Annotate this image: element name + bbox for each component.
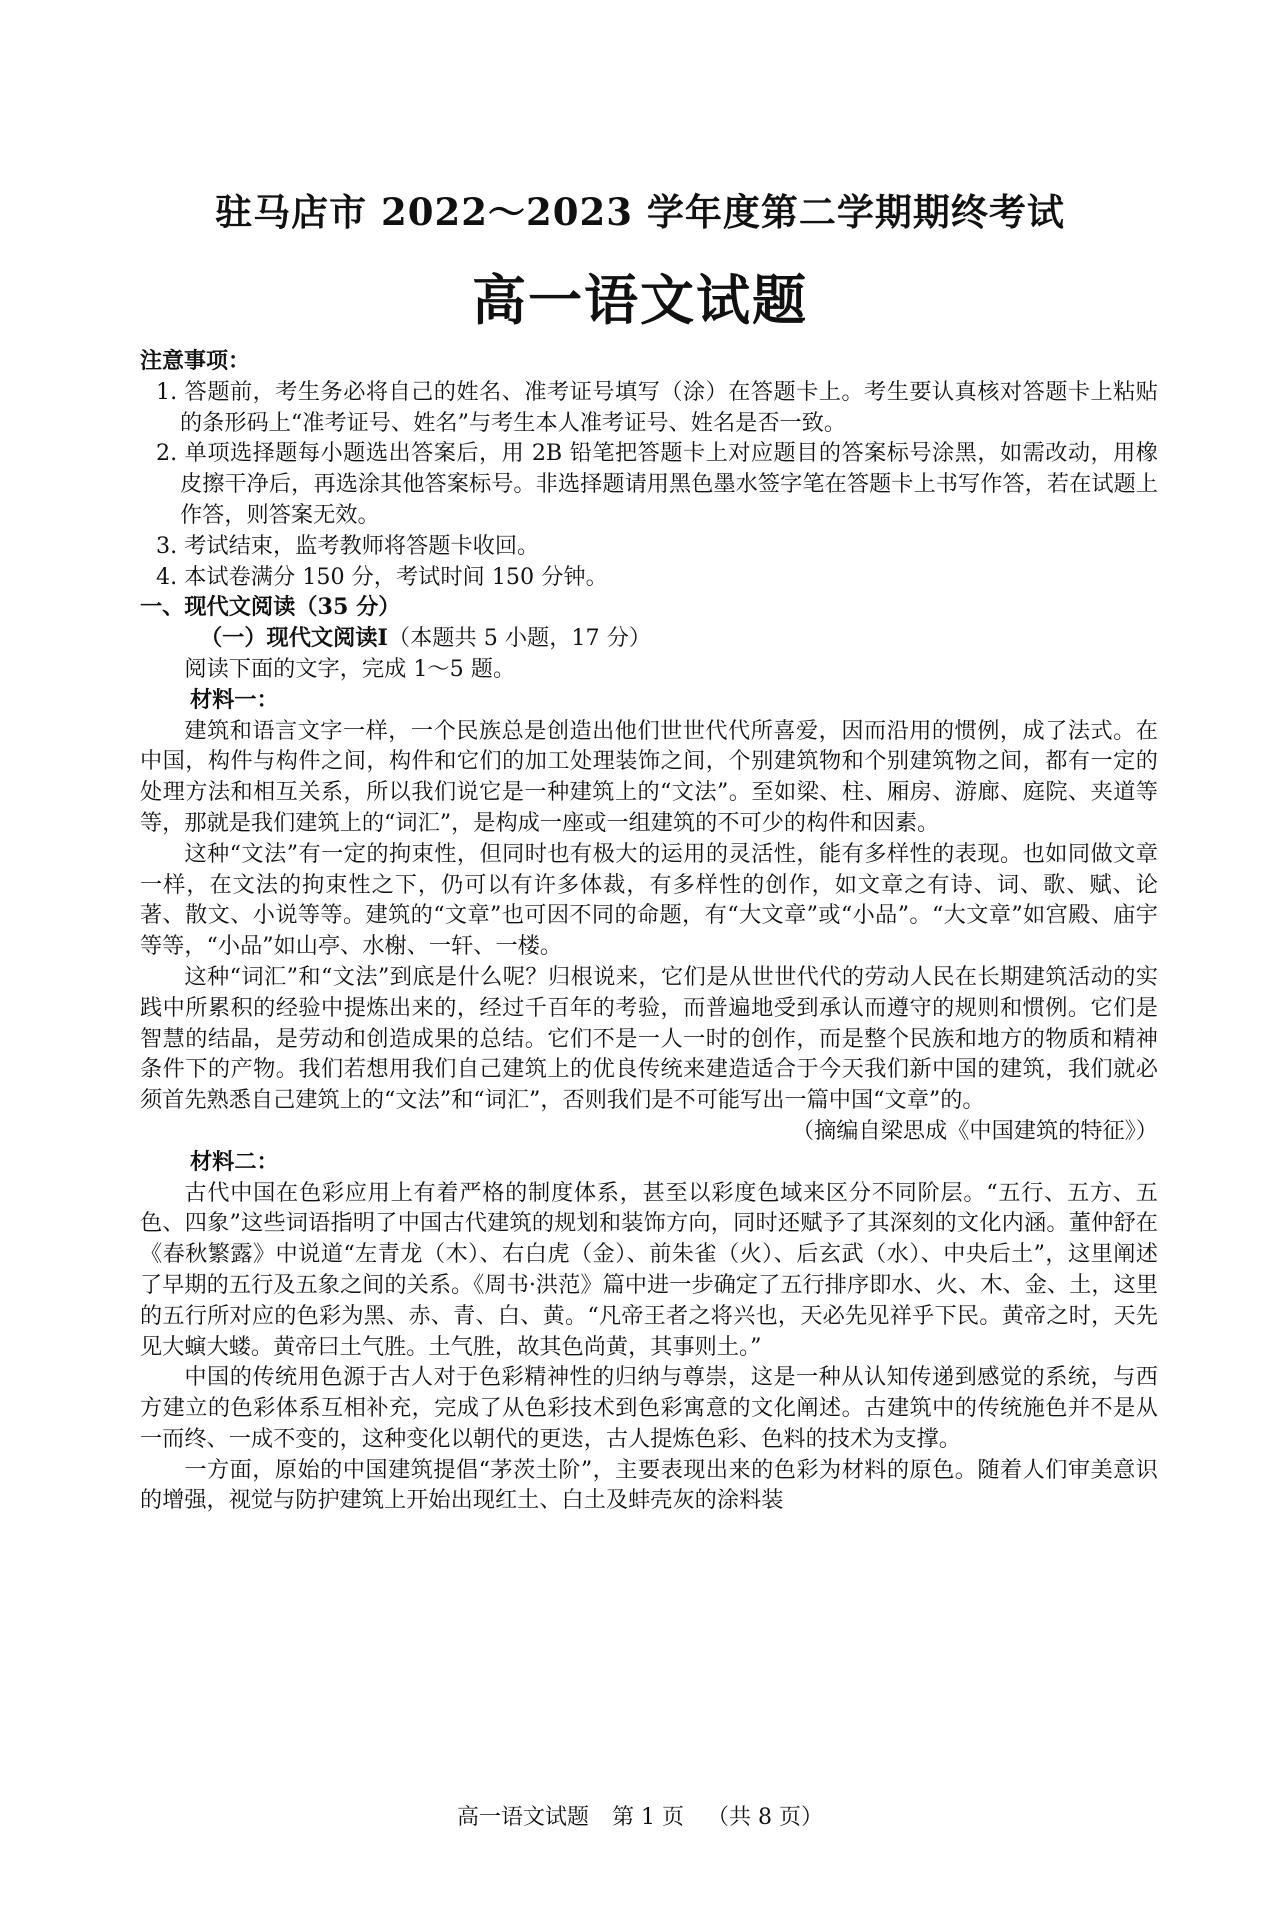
material-2-label: 材料二： <box>190 1148 279 1175</box>
note-item-2: 2. 单项选择题每小题选出答案后，用 2B 铅笔把答题卡上对应题目的答案标号涂黑，如需改动，用橡皮擦干净后，再选涂其他答案标号。非选择题请用黑色墨水签字笔在答题卡上书写作答，若在试题上作答，则答案无效。 <box>156 440 1158 528</box>
material-2-paragraph-2: 中国的传统用色源于古人对于色彩精神性的归纳与尊崇，这是一种从认知传递到感觉的系统，与西方建立的色彩体系互相补充，完成了从色彩技术到色彩寓意的文化阐述。古建筑中的传统施色并不是从一而终、一成不变的，这种变化以朝代的更迭，古人提炼色彩、色料的技术为支撑。 <box>140 1364 1158 1452</box>
material-1-label: 材料一： <box>190 686 279 713</box>
note-item-3: 3. 考试结束，监考教师将答题卡收回。 <box>156 532 540 559</box>
subsection-heading <box>140 623 1158 654</box>
subsection-info: （本题共 5 小题，17 分） <box>387 625 652 652</box>
footer-exam-name: 高一语文试题 <box>457 1805 590 1830</box>
material-1-source: （摘编自梁思成《中国建筑的特征》） <box>791 1117 1158 1144</box>
page-footer <box>0 1800 1280 1831</box>
subsection-title: （一）现代文阅读Ⅰ <box>200 625 388 652</box>
exam-subject-title: 高一语文试题 <box>472 268 808 332</box>
section-heading: 一、现代文阅读（35 分） <box>140 594 401 621</box>
notes-heading: 注意事项： <box>140 348 251 374</box>
exam-title: 驻马店市 2022～2023 学年度第二学期期终考试 <box>215 190 1065 234</box>
material-1-paragraph-1: 建筑和语言文字一样，一个民族总是创造出他们世世代代所喜爱，因而沿用的惯例，成了法式。在中国，构件与构件之间，构件和它们的加工处理装饰之间，个别建筑物和个别建筑物之间，都有一定的处理方法和相互关系，所以我们说它是一种建筑上的“文法”。至如梁、柱、厢房、游廊、庭院、夹道等等，那就是我们建筑上的“词汇”，是构成一座或一组建筑的不可少的构件和因素。 <box>140 717 1158 836</box>
exam-content <box>140 346 1158 1516</box>
reading-instruction: 阅读下面的文字，完成 1～5 题。 <box>184 655 516 682</box>
footer-total-pages: （共 8 页） <box>707 1805 823 1830</box>
material-1-paragraph-3: 这种“词汇”和“文法”到底是什么呢？归根说来，它们是从世世代代的劳动人民在长期建筑活动的实践中所累积的经验中提炼出来的，经过千百年的考验，而普遍地受到承认而遵守的规则和惯例。它们是智慧的结晶，是劳动和创造成果的总结。它们不是一人一时的创作，而是整个民族和地方的物质和精神条件下的产物。我们若想用我们自己建筑上的优良传统来建造适合于今天我们新中国的建筑，我们就必须首先熟悉自己建筑上的“文法”和“词汇”，否则我们是不可能写出一篇中国“文章”的。 <box>140 963 1158 1114</box>
note-item-1: 1. 答题前，考生务必将自己的姓名、准考证号填写（涂）在答题卡上。考生要认真核对答题卡上粘贴的条形码上“准考证号、姓名”与考生本人准考证号、姓名是否一致。 <box>156 378 1158 436</box>
note-item-4: 4. 本试卷满分 150 分，考试时间 150 分钟。 <box>156 563 608 590</box>
footer-page-number: 第 1 页 <box>612 1805 684 1830</box>
material-2-paragraph-3: 一方面，原始的中国建筑提倡“茅茨土阶”，主要表现出来的色彩为材料的原色。随着人们审美意识的增强，视觉与防护建筑上开始出现红土、白土及蚌壳灰的涂料装 <box>140 1456 1158 1514</box>
material-2-paragraph-1: 古代中国在色彩应用上有着严格的制度体系，甚至以彩度色域来区分不同阶层。“五行、五方、五色、四象”这些词语指明了中国古代建筑的规划和装饰方向，同时还赋予了其深刻的文化内涵。董仲舒在《春秋繁露》中说道“左青龙（木）、右白虎（金）、前朱雀（火）、后玄武（水）、中央后土”，这里阐述了早期的五行及五象之间的关系。《周书·洪范》篇中进一步确定了五行排序即水、火、木、金、土，这里的五行所对应的色彩为黑、赤、青、白、黄。“凡帝王者之将兴也，天必先见祥乎下民。黄帝之时，天先见大螾大蝼。黄帝曰土气胜。土气胜，故其色尚黄，其事则土。” <box>140 1179 1158 1360</box>
material-1-paragraph-2: 这种“文法”有一定的拘束性，但同时也有极大的运用的灵活性，能有多样性的表现。也如同做文章一样，在文法的拘束性之下，仍可以有许多体裁，有多样性的创作，如文章之有诗、词、歌、赋、论著、散文、小说等等。建筑的“文章”也可因不同的命题，有“大文章”或“小品”。“大文章”如宫殿、庙宇等等，“小品”如山亭、水榭、一轩、一楼。 <box>140 840 1158 960</box>
